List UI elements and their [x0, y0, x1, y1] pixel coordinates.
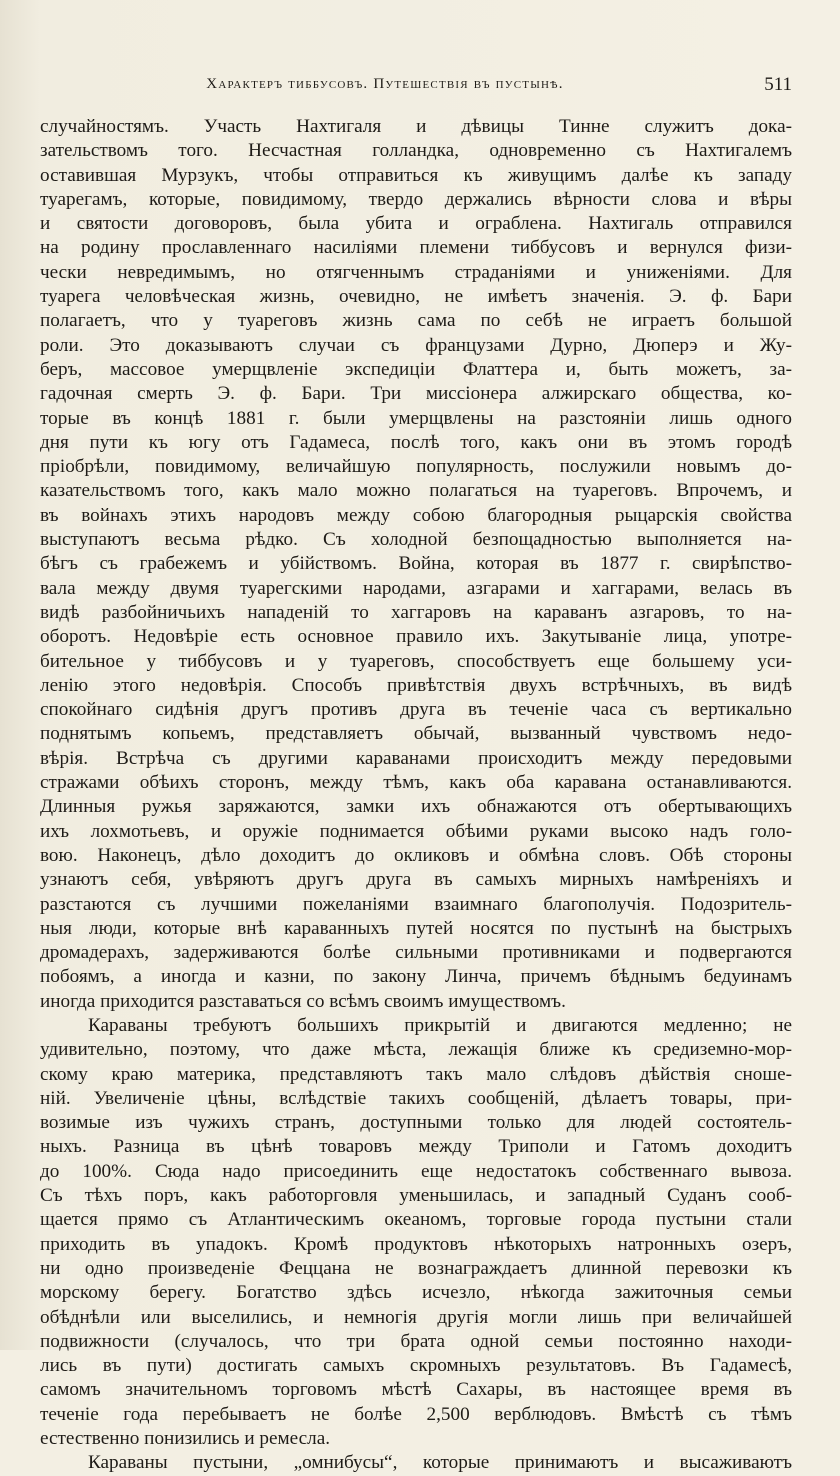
text-line: ни одно произведеніе Феццана не вознаграждаетъ длинной перевозки къ [40, 1257, 792, 1279]
text-line: иногда приходится разставаться со всѣмъ своимъ имуществомъ. [40, 990, 566, 1012]
text-line: ленію этого недовѣрія. Способъ привѣтствія двухъ встрѣчныхъ, въ видѣ [40, 674, 792, 696]
text-line: щается прямо съ Атлантическимъ океаномъ, торговые города пустыни стали [40, 1209, 792, 1231]
paragraph [40, 115, 792, 1014]
text-line: обѣднѣли или выселились, и немногія другія могли лишь при величайшей [40, 1306, 792, 1328]
text-line: казательствомъ того, какъ мало можно полагаться на туареговъ. Впрочемъ, и [40, 480, 792, 502]
text-line: оборотъ. Недовѣріе есть основное правило ихъ. Закутываніе лица, употре- [40, 626, 792, 648]
text-line: беръ, массовое умерщвленіе экспедиціи Флаттера и, быть можетъ, за- [40, 358, 792, 380]
text-line: вѣрія. Встрѣча съ другими караванами происходитъ между передовыми [40, 747, 792, 769]
paragraph [40, 1451, 792, 1475]
text-line: теченіе года перебываетъ не болѣе 2,500 верблюдовъ. Вмѣстѣ съ тѣмъ [40, 1403, 792, 1425]
page-number: 511 [764, 74, 792, 95]
text-line: удивительно, поэтому, что даже мѣста, лежащія ближе къ средиземно-мор- [40, 1039, 792, 1061]
text-line: ныхъ. Разница въ цѣнѣ товаровъ между Триполи и Гатомъ доходитъ [40, 1136, 792, 1158]
text-line: туарега человѣческая жизнь, очевидно, не имѣетъ значенія. Э. ф. Бари [40, 286, 792, 308]
text-line: спокойнаго сидѣнія другъ противъ друга въ теченіе часа съ вертикально [40, 699, 792, 721]
text-line: гадочная смерть Э. ф. Бари. Три миссіонера алжирскаго общества, ко- [40, 383, 792, 405]
text-line: стражами обѣихъ сторонъ, между тѣмъ, какъ оба каравана останавливаются. [40, 772, 792, 794]
text-line: бѣгъ съ грабежемъ и убійствомъ. Война, которая въ 1877 г. свирѣпство- [40, 553, 792, 575]
text-line: подвижности (случалось, что три брата одной семьи постоянно находи- [40, 1330, 792, 1352]
text-line: Длинныя ружья заряжаются, замки ихъ обнажаются отъ обертывающихъ [40, 796, 792, 818]
text-line: ихъ лохмотьевъ, и оружіе поднимается обѣими руками высоко надъ голо- [40, 820, 792, 842]
text-line: вала между двумя туарегскими народами, азгарами и хаггарами, велась въ [40, 577, 792, 599]
text-line: пріобрѣли, повидимому, величайшую популярность, послужили новымъ до- [40, 456, 792, 478]
text-line: выступаютъ весьма рѣдко. Съ холодной безпощадностью выполняется на- [40, 529, 792, 551]
text-line: лись въ пути) достигать самыхъ скромныхъ результатовъ. Въ Гадамесѣ, [40, 1355, 792, 1377]
text-line: до 100%. Сюда надо присоединить еще недостатокъ собственнаго вывоза. [40, 1160, 792, 1182]
page-header [40, 76, 800, 100]
text-line: на родину прославленнаго насиліями племени тиббусовъ и вернулся физи- [40, 237, 792, 259]
text-line: узнаютъ себя, увѣряютъ другъ друга въ самыхъ мирныхъ намѣреніяхъ и [40, 869, 792, 891]
text-line: самомъ значительномъ торговомъ мѣстѣ Сахары, въ настоящее время въ [40, 1379, 792, 1401]
text-line: видѣ разбойничьихъ нападеній то хаггаровъ на караванъ азгаровъ, то на- [40, 601, 792, 623]
text-line: дня пути къ югу отъ Гадамеса, послѣ того, какъ они въ этомъ городѣ [40, 431, 792, 453]
text-line: и святости договоровъ, была убита и ограблена. Нахтигаль отправился [40, 213, 792, 235]
text-line: морскому берегу. Богатство здѣсь исчезло, нѣкогда зажиточныя семьи [40, 1282, 792, 1304]
text-line: дромадерахъ, задерживаются болѣе сильными противниками и подвергаются [40, 942, 792, 964]
text-line: оставившая Мурзукъ, чтобы отправиться къ живущимъ далѣе къ западу [40, 164, 792, 186]
text-line: ній. Увеличеніе цѣны, вслѣдствіе такихъ сообщеній, дѣлаетъ товары, при- [40, 1087, 792, 1109]
text-line: роли. Это доказываютъ случаи съ французами Дурно, Дюперэ и Жу- [40, 334, 792, 356]
text-line: полагаетъ, что у туареговъ жизнь сама по себѣ не играетъ большой [40, 310, 792, 332]
text-line: ныя люди, которые внѣ караванныхъ путей носятся по пустынѣ на быстрыхъ [40, 917, 792, 939]
text-line: туарегамъ, которые, повидимому, твердо держались вѣрности слова и вѣры [40, 188, 792, 210]
text-line: естественно понизились и ремесла. [40, 1428, 331, 1450]
body-text [40, 115, 792, 1476]
text-line: чески невредимымъ, но отягченнымъ страданіями и униженіями. Для [40, 261, 792, 283]
text-line: разстаются съ лучшими пожеланіями взаимнаго благополучія. Подозритель- [40, 893, 792, 915]
text-line: приходить въ упадокъ. Кромѣ продуктовъ нѣкоторыхъ натронныхъ озеръ, [40, 1233, 792, 1255]
text-line: Караваны пустыни, „омнибусы“, которые принимаютъ и высаживаютъ [88, 1452, 792, 1474]
text-line: побоямъ, а иногда и казни, по закону Линча, причемъ бѣднымъ бедуинамъ [40, 966, 792, 988]
running-head: Характеръ тиббусовъ. Путешествія въ пустынѣ. [206, 76, 564, 92]
text-line: скому краю материка, представляютъ такъ мало слѣдовъ дѣйствія сноше- [40, 1063, 792, 1085]
text-line: вою. Наконецъ, дѣло доходитъ до окликовъ и обмѣна словъ. Обѣ стороны [40, 844, 792, 866]
text-line: въ войнахъ этихъ народовъ между собою благородныя рыцарскія свойства [40, 504, 792, 526]
text-line: Караваны требуютъ большихъ прикрытій и двигаются медленно; не [88, 1014, 792, 1036]
paragraph [40, 1014, 792, 1451]
text-line: бительное у тиббусовъ и у туареговъ, способствуетъ еще большему уси- [40, 650, 792, 672]
text-line: зательствомъ того. Несчастная голландка, одновременно съ Нахтигалемъ [40, 140, 792, 162]
text-line: Съ тѣхъ поръ, какъ работорговля уменьшилась, и западный Суданъ сооб- [40, 1185, 792, 1207]
text-line: поднятымъ копьемъ, представляетъ обычай, вызванный чувствомъ недо- [40, 723, 792, 745]
text-line: случайностямъ. Участь Нахтигаля и дѣвицы Тинне служитъ дока- [40, 116, 792, 137]
text-line: возимые изъ чужихъ странъ, доступными только для людей состоятель- [40, 1112, 792, 1134]
text-line: торые въ концѣ 1881 г. были умерщвлены на разстояніи лишь одного [40, 407, 792, 429]
